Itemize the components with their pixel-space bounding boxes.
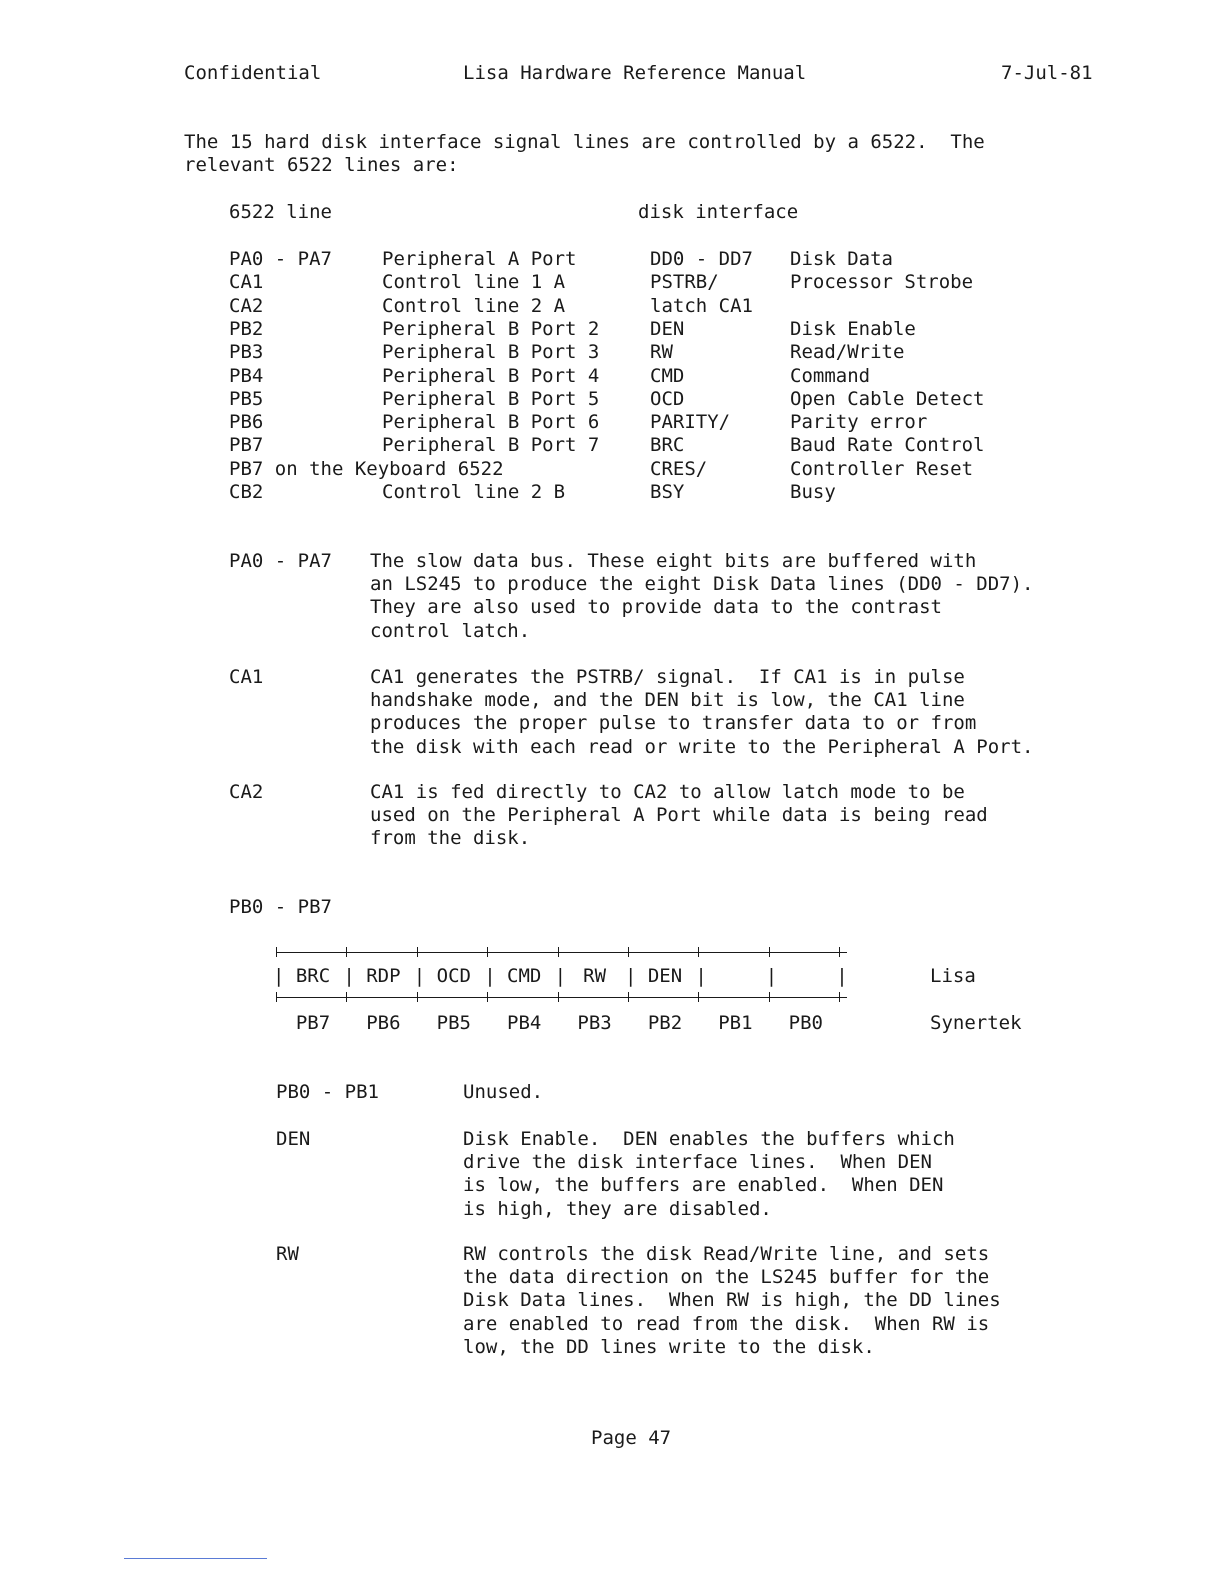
description-line: CA1 is fed directly to CA2 to allow latch mode to be (370, 781, 965, 803)
signal-disk-line: RW (650, 341, 673, 364)
register-field: OCD (436, 965, 471, 987)
register-divider: | (273, 965, 285, 987)
signal-table-row (0, 341, 1224, 364)
signal-table-row (0, 458, 1224, 481)
signal-6522-description: Peripheral B Port 3 (382, 341, 600, 364)
register-bit-label: PB7 (295, 1012, 331, 1034)
register-bit-label: PB6 (366, 1012, 401, 1034)
register-bottom-border (276, 997, 847, 998)
signal-disk-line: latch CA1 (650, 294, 753, 317)
register-tick (558, 992, 559, 1002)
signal-6522-line: PB7 on the Keyboard 6522 (229, 457, 504, 480)
page-number: Page 47 (591, 1427, 672, 1449)
register-field: RDP (366, 965, 401, 987)
register-top-border (276, 952, 847, 953)
register-tick (417, 947, 418, 957)
description-line: from the disk. (370, 827, 531, 850)
intro-line: relevant 6522 lines are: (184, 154, 459, 176)
register-bit-label: PB3 (577, 1012, 612, 1034)
pb-description-line: low, the DD lines write to the disk. (463, 1335, 875, 1358)
register-label-synertek: Synertek (930, 1012, 1022, 1034)
signal-6522-description: Control line 1 A (382, 271, 566, 294)
register-tick (346, 992, 347, 1002)
register-bit-label: PB0 (788, 1012, 823, 1034)
description-term: CA1 (229, 666, 264, 688)
signal-disk-name: Command (790, 364, 871, 387)
pb-description-line: drive the disk interface lines. When DEN (463, 1151, 932, 1174)
register-divider: | (836, 965, 848, 987)
signal-disk-name: Disk Enable (790, 317, 916, 340)
intro-line: The 15 hard disk interface signal lines are controlled by a 6522. The (184, 131, 985, 153)
register-field: DEN (647, 965, 683, 987)
register-tick (417, 992, 418, 1002)
pb-description-term: DEN (276, 1128, 311, 1150)
register-tick (487, 947, 488, 957)
signal-disk-name: Controller Reset (790, 457, 974, 480)
register-tick (839, 992, 840, 1002)
signal-disk-name: Processor Strobe (790, 271, 974, 294)
description-line: an LS245 to produce the eight Disk Data lines (DD0 - DD7). (370, 573, 1034, 596)
signal-6522-line: PB2 (229, 317, 264, 340)
register-tick (769, 947, 770, 957)
signal-6522-line: PB7 (229, 434, 264, 457)
signal-disk-name: Parity error (790, 411, 928, 434)
description-term: CA2 (229, 781, 264, 803)
register-bit-label: PB1 (718, 1012, 753, 1034)
register-tick (698, 947, 699, 957)
signal-6522-line: PB6 (229, 411, 264, 434)
register-label-lisa: Lisa (930, 965, 976, 987)
register-tick (346, 947, 347, 957)
register-tick (769, 992, 770, 1002)
signal-disk-name: Disk Data (790, 248, 893, 270)
pb-description-term: RW (276, 1243, 299, 1265)
pb-description-line: Disk Enable. DEN enables the buffers which (463, 1128, 955, 1150)
signal-6522-line: PB4 (229, 364, 264, 387)
pb-section-heading: PB0 - PB7 (229, 896, 332, 918)
signal-table-row (0, 295, 1224, 318)
register-divider: | (695, 965, 707, 987)
signal-disk-line: DD0 - DD7 (650, 248, 753, 270)
footer-rule (124, 1558, 267, 1559)
signal-disk-line: CRES/ (650, 457, 708, 480)
description-term: PA0 - PA7 (229, 550, 332, 572)
signal-disk-line: DEN (650, 317, 685, 340)
pb-description-line: is low, the buffers are enabled. When DEN (463, 1174, 944, 1197)
pb-description-line: are enabled to read from the disk. When RW is (463, 1312, 990, 1335)
signal-6522-description: Peripheral B Port 2 (382, 317, 600, 340)
signal-disk-name: Read/Write (790, 341, 905, 364)
signal-table-row (0, 271, 1224, 294)
signal-6522-description: Peripheral A Port (382, 248, 577, 270)
register-divider: | (413, 965, 426, 987)
signal-6522-description: Control line 2 A (382, 294, 566, 317)
pb-description-line: RW controls the disk Read/Write line, and sets (463, 1243, 990, 1265)
signal-table-row (0, 318, 1224, 341)
register-tick (839, 947, 840, 957)
register-bit-label: PB2 (647, 1012, 683, 1034)
intro-paragraph (184, 131, 1044, 177)
signal-6522-line: PB5 (229, 387, 264, 410)
signal-disk-line: CMD (650, 364, 685, 387)
pb-description-line: Disk Data lines. When RW is high, the DD lines (463, 1289, 1001, 1312)
column-heading-disk-interface: disk interface (638, 201, 799, 223)
signal-disk-name: Busy (790, 481, 836, 503)
signal-disk-line: BSY (650, 481, 685, 503)
description-line: produces the proper pulse to transfer data to or from (370, 712, 977, 735)
signal-6522-line: PA0 - PA7 (229, 248, 332, 270)
register-divider: | (484, 965, 496, 987)
register-tick (276, 947, 277, 957)
description-line: the disk with each read or write to the Peripheral A Port. (370, 735, 1034, 758)
description-line: They are also used to provide data to the contrast (370, 596, 942, 619)
header-left: Confidential (184, 62, 322, 84)
signal-table-row (0, 434, 1224, 457)
signal-6522-description: Control line 2 B (382, 481, 566, 503)
signal-disk-name: Open Cable Detect (790, 387, 985, 410)
register-divider: | (554, 965, 567, 987)
signal-disk-line: PARITY/ (650, 411, 731, 434)
document-title: Lisa Hardware Reference Manual (463, 62, 807, 84)
signal-table-row (0, 248, 1224, 271)
signal-table-row (0, 411, 1224, 434)
signal-6522-line: CA2 (229, 294, 264, 317)
description-line: handshake mode, and the DEN bit is low, the CA1 line (370, 689, 965, 712)
register-field: CMD (507, 965, 542, 987)
register-tick (558, 947, 559, 957)
pb-description-line: Unused. (463, 1081, 544, 1103)
signal-6522-description: Peripheral B Port 4 (382, 364, 600, 387)
signal-disk-line: PSTRB/ (650, 271, 719, 294)
register-field: RW (583, 965, 607, 987)
description-line: control latch. (370, 619, 531, 642)
register-divider: | (625, 965, 637, 987)
signal-table-row (0, 481, 1224, 504)
signal-table-row (0, 388, 1224, 411)
signal-6522-line: CA1 (229, 271, 264, 294)
signal-6522-description: Peripheral B Port 6 (382, 411, 600, 434)
register-bit-label: PB4 (507, 1012, 542, 1034)
signal-disk-name: Baud Rate Control (790, 434, 985, 457)
column-heading-6522-line: 6522 line (229, 201, 332, 223)
description-line: The slow data bus. These eight bits are buffered with (370, 550, 977, 572)
pb-description-line: is high, they are disabled. (463, 1197, 772, 1220)
register-tick (628, 992, 629, 1002)
register-bit-label: PB5 (436, 1012, 471, 1034)
signal-disk-line: BRC (650, 434, 685, 457)
signal-6522-line: PB3 (229, 341, 264, 364)
signal-disk-line: OCD (650, 387, 685, 410)
signal-6522-description: Peripheral B Port 5 (382, 387, 600, 410)
register-tick (487, 992, 488, 1002)
register-divider: | (765, 965, 778, 987)
pb-description-line: the data direction on the LS245 buffer for the (463, 1266, 990, 1289)
signal-table-row (0, 365, 1224, 388)
register-field: BRC (295, 965, 331, 987)
pb-description-term: PB0 - PB1 (276, 1081, 379, 1103)
register-tick (628, 947, 629, 957)
register-tick (276, 992, 277, 1002)
register-tick (698, 992, 699, 1002)
header-date: 7-Jul-81 (1001, 62, 1093, 84)
description-line: used on the Peripheral A Port while data is being read (370, 804, 988, 827)
description-line: CA1 generates the PSTRB/ signal. If CA1 is in pulse (370, 666, 965, 688)
signal-6522-line: CB2 (229, 481, 264, 503)
signal-6522-description: Peripheral B Port 7 (382, 434, 600, 457)
register-divider: | (343, 965, 355, 987)
